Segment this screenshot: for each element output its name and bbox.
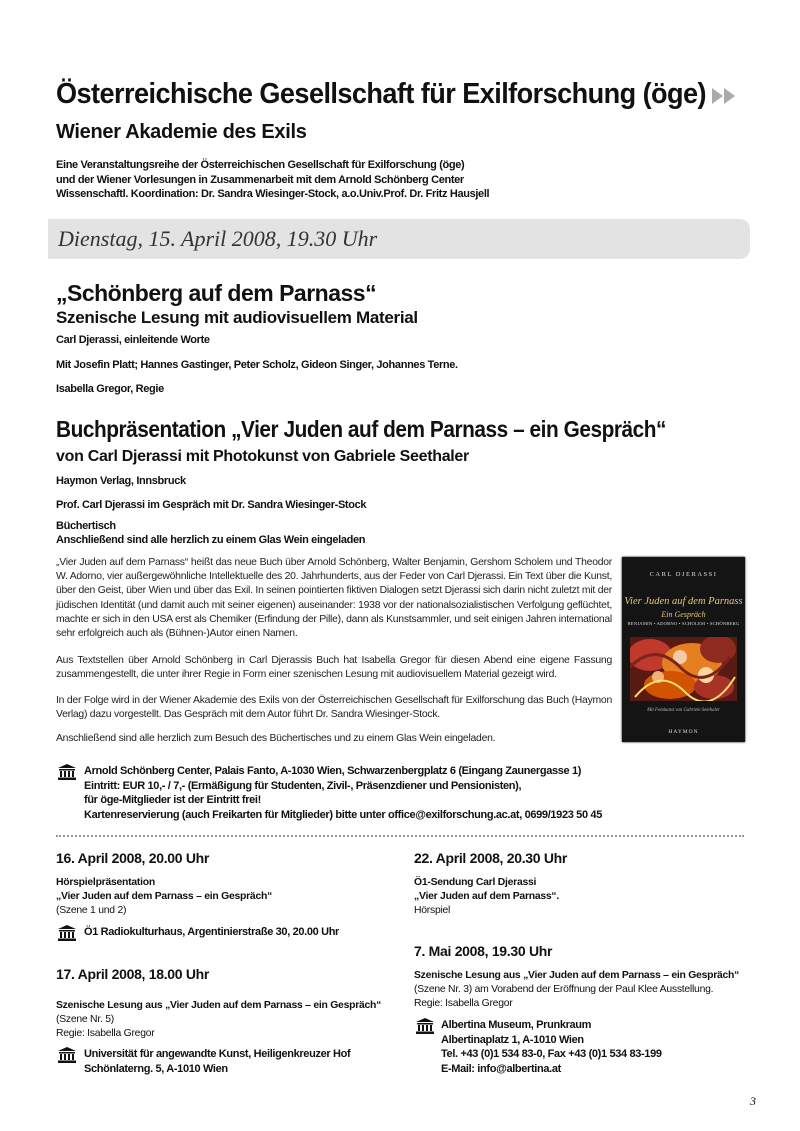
event-block	[56, 876, 272, 917]
book-table: Büchertisch	[56, 520, 116, 532]
museum-icon	[416, 1018, 434, 1034]
main-venue-info	[84, 764, 602, 822]
event-date: 22. April 2008, 20.30 Uhr	[414, 850, 568, 866]
event-block	[414, 876, 559, 917]
museum-icon	[58, 925, 76, 941]
publisher: Haymon Verlag, Innsbruck	[56, 475, 186, 487]
book-cover-image	[630, 637, 737, 701]
event-subtitle: Szenische Lesung mit audiovisuellem Material	[56, 308, 418, 327]
book-note: Mit Fotokunst von Gabriele Seethaler	[647, 708, 720, 713]
event-work: „Vier Juden auf dem Parnass“.	[414, 890, 560, 902]
intro-line: und der Wiener Vorlesungen in Zusammenarbeit mit dem Arnold Schönberg Center	[56, 173, 464, 186]
double-arrow-icon	[712, 86, 738, 106]
book-names: BENJAMIN • ADORNO • SCHOLEM • SCHÖNBERG	[627, 621, 740, 626]
book-author: CARL DJERASSI	[649, 571, 718, 578]
event-date: 7. Mai 2008, 19.30 Uhr	[414, 943, 553, 959]
event-line: Isabella Gregor, Regie	[56, 383, 164, 395]
event-work: „Vier Juden auf dem Parnass – ein Gespräch“	[56, 890, 273, 902]
page-number: 3	[750, 1094, 756, 1108]
event-date: 16. April 2008, 20.00 Uhr	[56, 850, 210, 866]
event-note: (Szene Nr. 5)	[56, 1013, 114, 1025]
event-title-small: Hörspielpräsentation	[56, 877, 155, 888]
book-presentation-subtitle: von Carl Djerassi mit Photokunst von Gabriele Seethaler	[56, 448, 469, 465]
event-note: (Szene Nr. 3)	[414, 983, 472, 995]
museum-icon	[58, 1047, 76, 1063]
event-title-small: Szenische Lesung aus „Vier Juden auf dem Parnass – ein Gespräch“	[414, 970, 740, 981]
venue-line: Universität für angewandte Kunst, Heiligenkreuzer Hof	[84, 1048, 351, 1060]
venue-line: Kartenreservierung (auch Freikarten für Mitglieder) bitte unter office@exilforschung.ac.at, 0699/1923 50 45	[84, 808, 602, 821]
museum-icon	[58, 764, 76, 780]
event-line: Carl Djerassi, einleitende Worte	[56, 334, 210, 346]
event-venue: Ö1 Radiokulturhaus, Argentinierstraße 30, 20.00 Uhr	[84, 926, 339, 938]
event-title: „Schönberg auf dem Parnass“	[56, 280, 377, 306]
page-title: Österreichische Gesellschaft für Exilforschung (öge)	[56, 78, 706, 110]
venue-line: E-Mail: info@albertina.at	[441, 1062, 561, 1075]
body-paragraph: Anschließend sind alle herzlich zum Besuch des Büchertisches und zu einem Glas Wein eingeladen.	[56, 733, 496, 744]
intro-text	[56, 158, 489, 202]
venue-line: Eintritt: EUR 10,- / 7,- (Ermäßigung für Studenten, Zivil-, Präsenzdiener und Pensionisten),	[84, 779, 522, 792]
intro-line: Eine Veranstaltungsreihe der Österreichischen Gesellschaft für Exilforschung (öge)	[56, 159, 465, 171]
event-line: Mit Josefin Platt; Hannes Gastinger, Peter Scholz, Gideon Singer, Johannes Terne.	[56, 359, 458, 371]
event-block	[56, 999, 381, 1040]
book-presentation-title: Buchpräsentation „Vier Juden auf dem Parnass – ein Gespräch“	[56, 416, 666, 442]
book-subtitle: Ein Gespräch	[661, 610, 706, 619]
date-banner-text: Dienstag, 15. April 2008, 19.30 Uhr	[58, 226, 378, 251]
body-paragraph: In der Folge wird in der Wiener Akademie des Exils von der Österreichischen Gesellschaft für Exilforschung das Buch (Haymon Verlag) dazu vorgestellt. Das Gespräch mit dem Autor führt Dr. Sandra Wiesinger-Stock.	[56, 695, 612, 721]
event-date: 17. April 2008, 18.00 Uhr	[56, 966, 210, 982]
event-note: (Szene 1 und 2)	[56, 904, 127, 916]
event-venue	[84, 1047, 350, 1076]
event-director: Regie: Isabella Gregor	[414, 997, 513, 1009]
intro-line: Wissenschaftl. Koordination: Dr. Sandra Wiesinger-Stock, a.o.Univ.Prof. Dr. Fritz Hausjell	[56, 188, 490, 200]
event-venue	[441, 1018, 662, 1076]
wine-note: Anschließend sind alle herzlich zu einem Glas Wein eingeladen	[56, 534, 366, 546]
venue-line: Arnold Schönberg Center, Palais Fanto, A-1030 Wien, Schwarzenbergplatz 6 (Eingang Zaunergasse 1)	[84, 765, 582, 777]
event-title-small: Ö1-Sendung Carl Djerassi	[414, 877, 537, 888]
page-subtitle: Wiener Akademie des Exils	[56, 121, 307, 143]
event-block	[414, 969, 739, 1010]
book-title: Vier Juden auf dem Parnass	[624, 596, 743, 607]
event-title-small: Szenische Lesung aus „Vier Juden auf dem Parnass – ein Gespräch“	[56, 1000, 382, 1011]
body-paragraph: Aus Textstellen über Arnold Schönberg in Carl Djerassis Buch hat Isabella Gregor für diesen Abend eine eigene Fassung zusammengestellt, die unter ihrer Regie in Form einer szenischen Lesung mit audiovisuellem Material gezeigt wird.	[56, 655, 612, 681]
book-publisher: HAYMON	[668, 729, 699, 735]
event-director: Regie: Isabella Gregor	[56, 1027, 155, 1039]
dotted-divider	[56, 835, 744, 837]
venue-line: für öge-Mitglieder ist der Eintritt frei!	[84, 794, 261, 807]
venue-line: Albertina Museum, Prunkraum	[441, 1019, 592, 1031]
venue-line: Tel. +43 (0)1 534 83-0, Fax +43 (0)1 534 83-199	[441, 1048, 662, 1061]
event-note-rest: am Vorabend der Eröffnung der Paul Klee Ausstellung.	[471, 983, 714, 995]
body-paragraph: „Vier Juden auf dem Parnass“ heißt das neue Buch über Arnold Schönberg, Walter Benjamin, Gershom Scholem und Theodor W. Adorno, vier außergewöhnliche Intellektuelle des 20. Jahrhunderts, aus der Feder von Carl Djerassi. Ein Text über die Kunst, über den Geist, über Wien und über das Exil. In seinen pointierten fiktiven Dialogen setzt Djerassi sich darin nicht zuletzt mit der jüdischen Identität (und damit auch mit seiner eigenen) auseinander: 1938 vor der nationalsozialistischen Verfolgung geflüchtet, machte er sich in den USA erst als Chemiker (Erfindung der Pille), dann als Kunstsammler, und seit einigen Jahren international sehr erfolgreich auch als (Bühnen-)Autor einen Namen.	[56, 557, 612, 640]
event-note: Hörspiel	[414, 904, 451, 916]
talk-info: Prof. Carl Djerassi im Gespräch mit Dr. Sandra Wiesinger-Stock	[56, 499, 367, 511]
venue-line: Schönlaterng. 5, A-1010 Wien	[84, 1062, 228, 1075]
venue-line: Albertinaplatz 1, A-1010 Wien	[441, 1033, 584, 1046]
